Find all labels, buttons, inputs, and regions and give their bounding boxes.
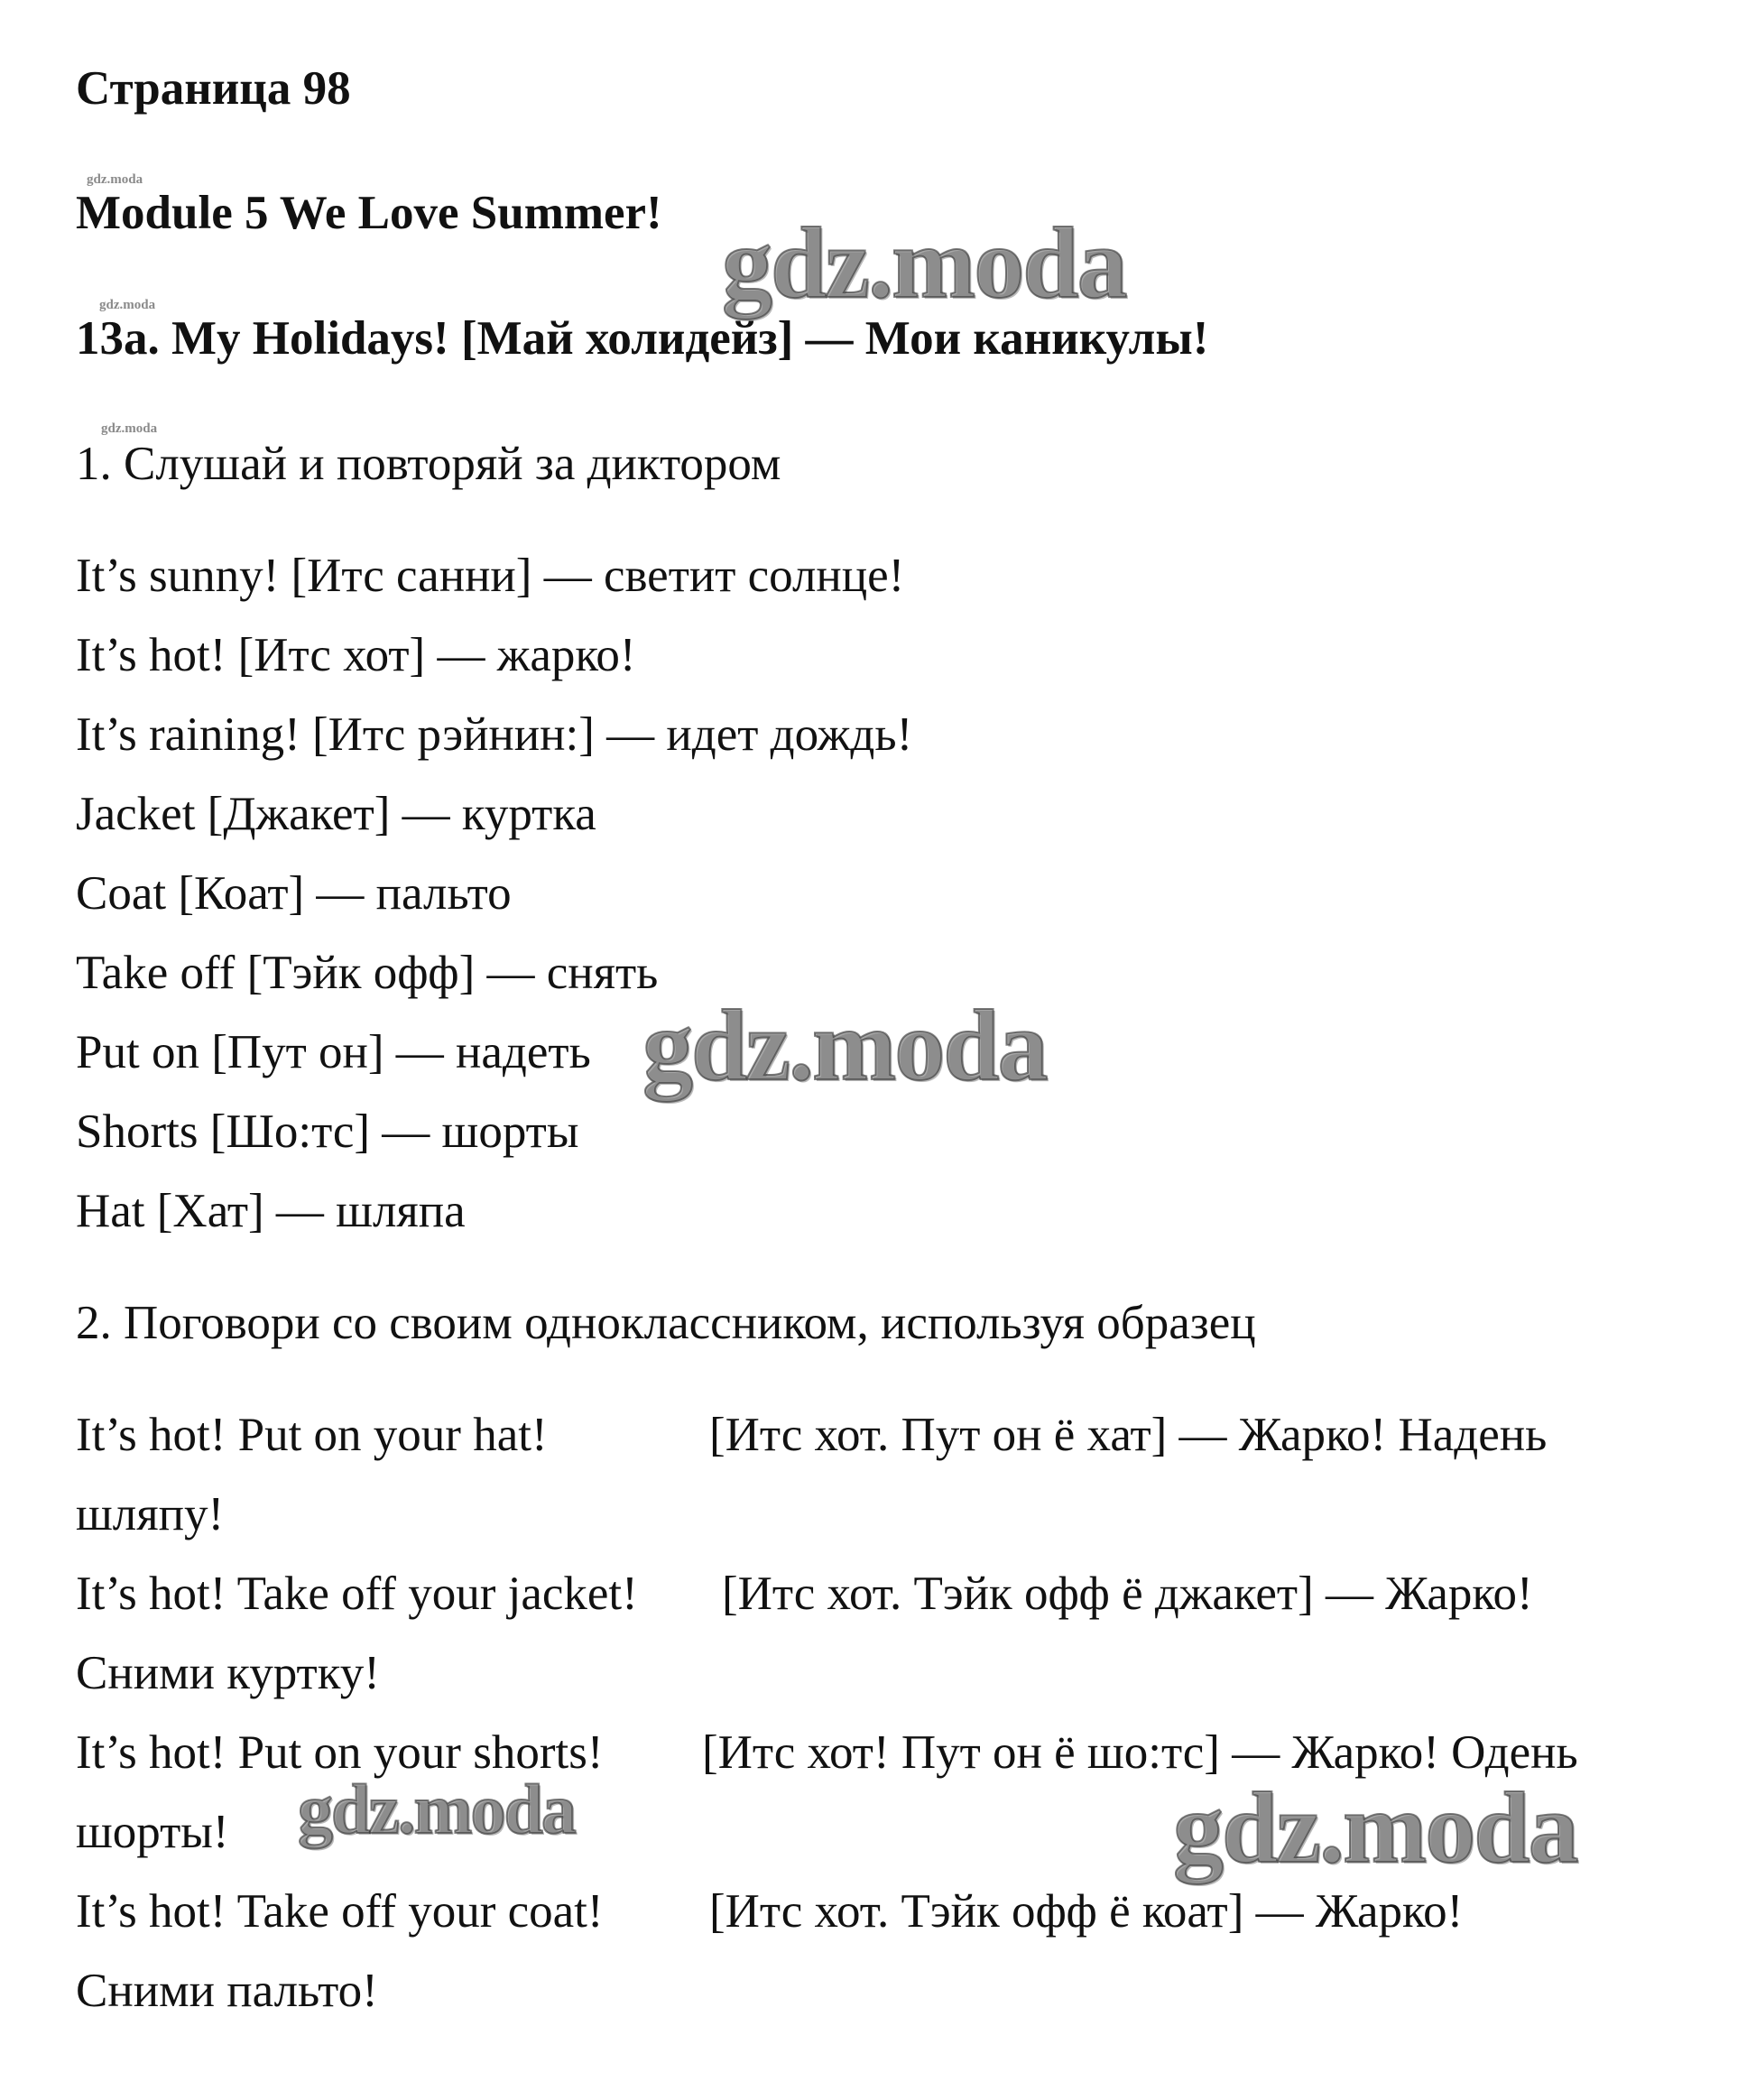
vocab-line: It’s hot! [Итс хот] — жарко! <box>76 629 636 681</box>
vocab-line: Coat [Коат] — пальто <box>76 867 512 920</box>
vocab-line: Hat [Хат] — шляпа <box>76 1185 466 1237</box>
dialogue-ru: [Итс хот. Пут он ё хат] — Жарко! Надень <box>709 1409 1548 1461</box>
dialogue-ru: [Итс хот. Тэйк офф ё джакет] — Жарко! <box>722 1568 1533 1620</box>
watermark-large-1: gdz.moda <box>722 208 1126 319</box>
dialogue-en: It’s hot! Take off your jacket! <box>76 1568 638 1620</box>
vocab-line: Jacket [Джакет] — куртка <box>76 788 596 840</box>
dialogue-continuation: Сними пальто! <box>76 1965 378 2017</box>
vocab-line: Put on [Пут он] — надеть <box>76 1026 591 1078</box>
dialogue-en: It’s hot! Take off your coat! <box>76 1885 604 1938</box>
exercise1-heading: 1. Слушай и повторяй за диктором <box>76 438 781 490</box>
vocab-line: Take off [Тэйк офф] — снять <box>76 947 659 999</box>
watermark-small-2: gdz.moda <box>99 298 156 312</box>
module-title: Module 5 We Love Summer! <box>76 187 662 239</box>
vocab-line: It’s sunny! [Итс санни] — светит солнце! <box>76 550 905 602</box>
lesson-title: 13a. My Holidays! [Май холидейз] — Мои каникулы! <box>76 312 1209 365</box>
dialogue-ru: [Итс хот. Тэйк офф ё коат] — Жарко! <box>709 1885 1464 1938</box>
page-title: Страница 98 <box>76 62 351 115</box>
dialogue-continuation: Сними куртку! <box>76 1647 380 1699</box>
dialogue-en: It’s hot! Put on your shorts! <box>76 1726 604 1779</box>
exercise2-heading: 2. Поговори со своим одноклассником, используя образец <box>76 1297 1256 1349</box>
dialogue-en: It’s hot! Put on your hat! <box>76 1409 548 1461</box>
watermark-large-4: gdz.moda <box>1173 1772 1577 1884</box>
watermark-large-3: gdz.moda <box>298 1770 575 1848</box>
vocab-line: Shorts [Шо:тс] — шорты <box>76 1106 579 1158</box>
watermark-large-2: gdz.moda <box>642 990 1047 1102</box>
dialogue-continuation: шорты! <box>76 1806 229 1858</box>
watermark-small-3: gdz.moda <box>101 421 158 436</box>
dialogue-ru: [Итс хот! Пут он ё шо:тс] — Жарко! Одень <box>702 1726 1578 1779</box>
vocab-line: It’s raining! [Итс рэйнин:] — идет дождь! <box>76 708 913 761</box>
watermark-small-1: gdz.moda <box>87 172 143 187</box>
dialogue-continuation: шляпу! <box>76 1488 225 1540</box>
